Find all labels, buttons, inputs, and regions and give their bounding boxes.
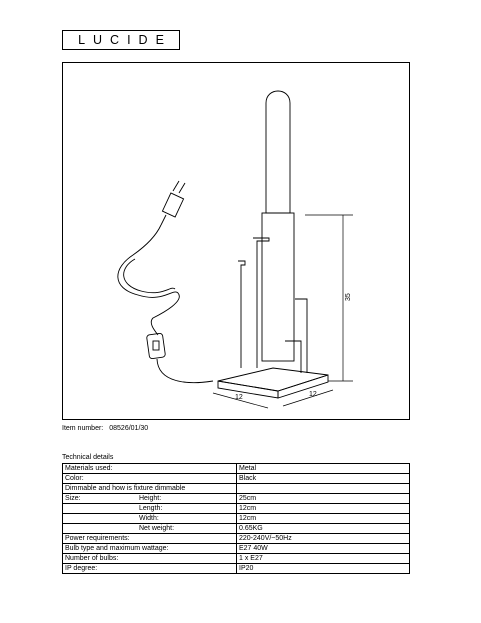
spec-label — [63, 504, 237, 514]
spec-value: 1 x E27 — [237, 554, 410, 564]
logo-text: LUCIDE — [78, 33, 172, 47]
dimension-width-label: 12 — [309, 391, 317, 398]
spec-label: Number of bulbs: — [63, 554, 237, 564]
table-row — [63, 474, 410, 484]
table-row — [63, 544, 410, 554]
technical-details-title: Technical details — [62, 454, 114, 461]
spec-sub-label: Height: — [139, 495, 162, 502]
dimension-length-label: 12 — [235, 394, 243, 401]
table-row — [63, 464, 410, 474]
table-row — [63, 564, 410, 574]
spec-label — [63, 524, 237, 534]
table-row — [63, 494, 410, 504]
power-cord — [118, 225, 179, 335]
table-row — [63, 484, 410, 494]
spec-value: IP20 — [237, 564, 410, 574]
spec-value: 0.65KG — [237, 524, 410, 534]
technical-details-table — [62, 463, 410, 574]
item-number — [62, 425, 148, 432]
product-drawing-frame — [62, 62, 410, 420]
item-number-label: Item number: — [62, 425, 104, 432]
spec-label — [63, 514, 237, 524]
spec-sub-label: Net weight: — [139, 525, 175, 532]
lucide-logo — [62, 30, 180, 50]
dimension-height-label: 35 — [345, 293, 352, 301]
spec-sub-label: Width: — [139, 515, 159, 522]
spec-value — [237, 484, 410, 494]
table-lamp-illustration — [63, 63, 411, 421]
spec-label: Materials used: — [63, 464, 237, 474]
table-row — [63, 524, 410, 534]
tube-bulb — [266, 91, 290, 213]
spec-value: 220-240V/~50Hz — [237, 534, 410, 544]
item-number-value: 08526/01/30 — [109, 425, 149, 432]
spec-group-label: Size: — [65, 495, 81, 502]
lamp-holder — [262, 213, 294, 361]
spec-label: Color: — [63, 474, 237, 484]
spec-value: 25cm — [237, 494, 410, 504]
power-plug-icon — [161, 181, 185, 225]
spec-label: Dimmable and how is fixture dimmable — [63, 484, 237, 494]
spec-value: 12cm — [237, 514, 410, 524]
spec-value: E27 40W — [237, 544, 410, 554]
spec-sub-label: Length: — [139, 505, 163, 512]
spec-value: 12cm — [237, 504, 410, 514]
metal-frame — [238, 238, 307, 373]
table-row — [63, 504, 410, 514]
spec-value: Metal — [237, 464, 410, 474]
table-row — [63, 514, 410, 524]
spec-value: Black — [237, 474, 410, 484]
spec-label — [63, 494, 237, 504]
spec-label: Bulb type and maximum wattage: — [63, 544, 237, 554]
table-row — [63, 534, 410, 544]
spec-label: Power requirements: — [63, 534, 237, 544]
dimension-lines — [213, 215, 353, 408]
spec-label: IP degree: — [63, 564, 237, 574]
cord-switch — [146, 333, 165, 359]
table-row — [63, 554, 410, 564]
